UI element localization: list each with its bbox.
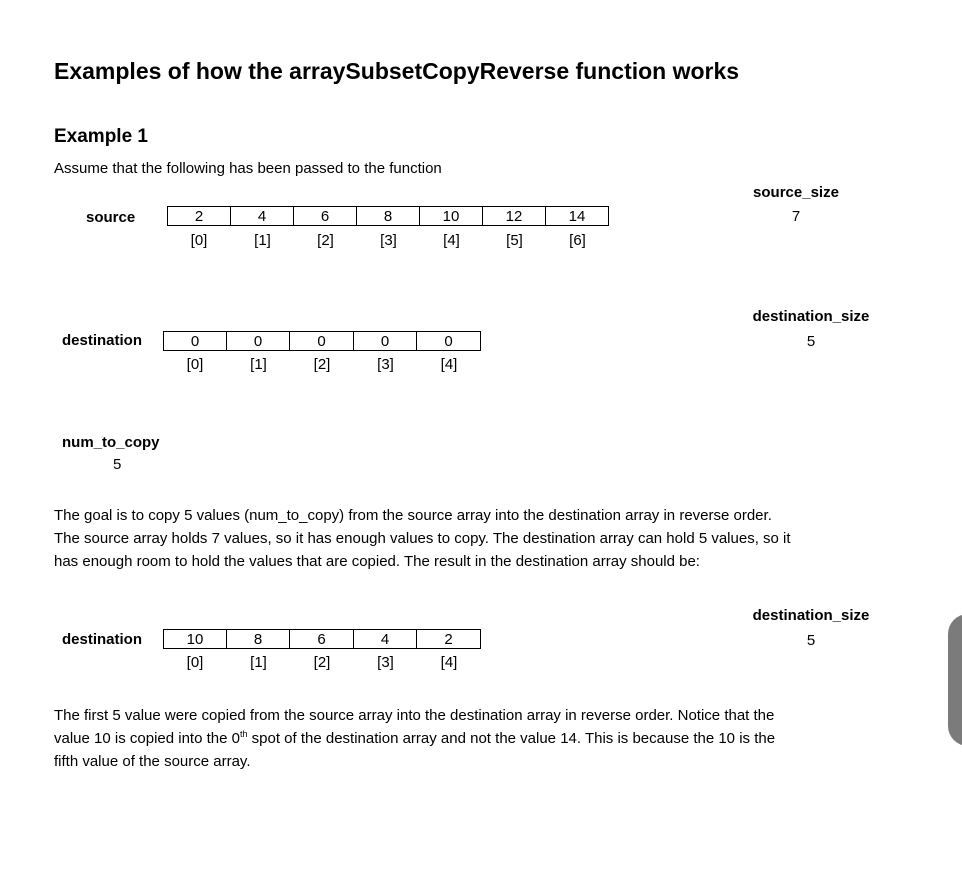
destination-cell: 0: [417, 331, 481, 351]
result-index: [1]: [250, 654, 267, 671]
result-indices: [163, 654, 481, 672]
conclusion-text: value 10 is copied into the 0: [54, 730, 240, 747]
destination-size-value: 5: [806, 333, 816, 350]
destination-cell: 0: [227, 331, 290, 351]
conclusion-line: The first 5 value were copied from the source array into the destination array in reverse order. Notice that the: [54, 707, 775, 724]
result-cell: 10: [163, 629, 227, 649]
result-cell: 8: [227, 629, 290, 649]
source-cell: 6: [294, 206, 357, 226]
destination-array: [163, 331, 481, 351]
page-title: Examples of how the arraySubsetCopyReverse function works: [54, 58, 740, 84]
result-cell: 6: [290, 629, 354, 649]
example-heading: Example 1: [54, 126, 148, 147]
destination-index: [1]: [250, 356, 267, 373]
destination-cell: 0: [163, 331, 227, 351]
destination-cell: 0: [290, 331, 354, 351]
goal-line: The goal is to copy 5 values (num_to_copy) from the source array into the destination array in reverse order.: [54, 507, 772, 524]
goal-line: has enough room to hold the values that are copied. The result in the destination array should be:: [54, 553, 700, 570]
source-cell: 12: [483, 206, 546, 226]
num-to-copy-label: num_to_copy: [62, 434, 160, 451]
goal-line: The source array holds 7 values, so it has enough values to copy. The destination array can hold 5 values, so it: [54, 530, 791, 547]
side-scroll-tab[interactable]: [948, 614, 962, 746]
result-destination-label: destination: [62, 631, 143, 648]
source-size-label: source_size: [753, 184, 839, 201]
source-array: [167, 206, 609, 226]
source-index: [1]: [254, 232, 271, 249]
destination-index: [0]: [186, 356, 204, 373]
source-index: [2]: [317, 232, 334, 249]
destination-size-label: destination_size: [752, 308, 870, 325]
source-size-value: 7: [791, 208, 801, 225]
conclusion-line: [54, 727, 775, 750]
destination-index: [4]: [440, 356, 458, 373]
source-index: [3]: [380, 232, 397, 249]
source-cell: 14: [546, 206, 609, 226]
destination-cell: 0: [354, 331, 417, 351]
result-cell: 2: [417, 629, 481, 649]
source-index: [4]: [443, 232, 460, 249]
source-index: [6]: [569, 232, 586, 249]
source-cell: 4: [231, 206, 294, 226]
result-cell: 4: [354, 629, 417, 649]
intro-text: Assume that the following has been passed to the function: [54, 160, 442, 177]
source-index: [5]: [506, 232, 523, 249]
source-cell: 10: [420, 206, 483, 226]
source-label: source: [86, 209, 136, 226]
destination-index: [3]: [377, 356, 394, 373]
destination-indices: [163, 356, 481, 374]
goal-paragraph: [54, 504, 791, 573]
destination-label: destination: [62, 332, 143, 349]
ordinal-superscript: th: [239, 729, 248, 739]
result-array: [163, 629, 481, 649]
result-size-label: destination_size: [752, 607, 870, 624]
result-size-value: 5: [806, 632, 816, 649]
result-index: [3]: [377, 654, 394, 671]
source-cell: 2: [167, 206, 231, 226]
source-indices: [167, 232, 609, 250]
source-index: [0]: [190, 232, 208, 249]
result-index: [4]: [440, 654, 458, 671]
destination-index: [2]: [313, 356, 331, 373]
conclusion-paragraph: [54, 704, 775, 773]
result-index: [2]: [313, 654, 331, 671]
source-cell: 8: [357, 206, 420, 226]
num-to-copy-value: 5: [113, 456, 122, 473]
result-index: [0]: [186, 654, 204, 671]
conclusion-line: fifth value of the source array.: [54, 753, 251, 770]
conclusion-text: spot of the destination array and not the value 14. This is because the 10 is the: [247, 730, 776, 747]
